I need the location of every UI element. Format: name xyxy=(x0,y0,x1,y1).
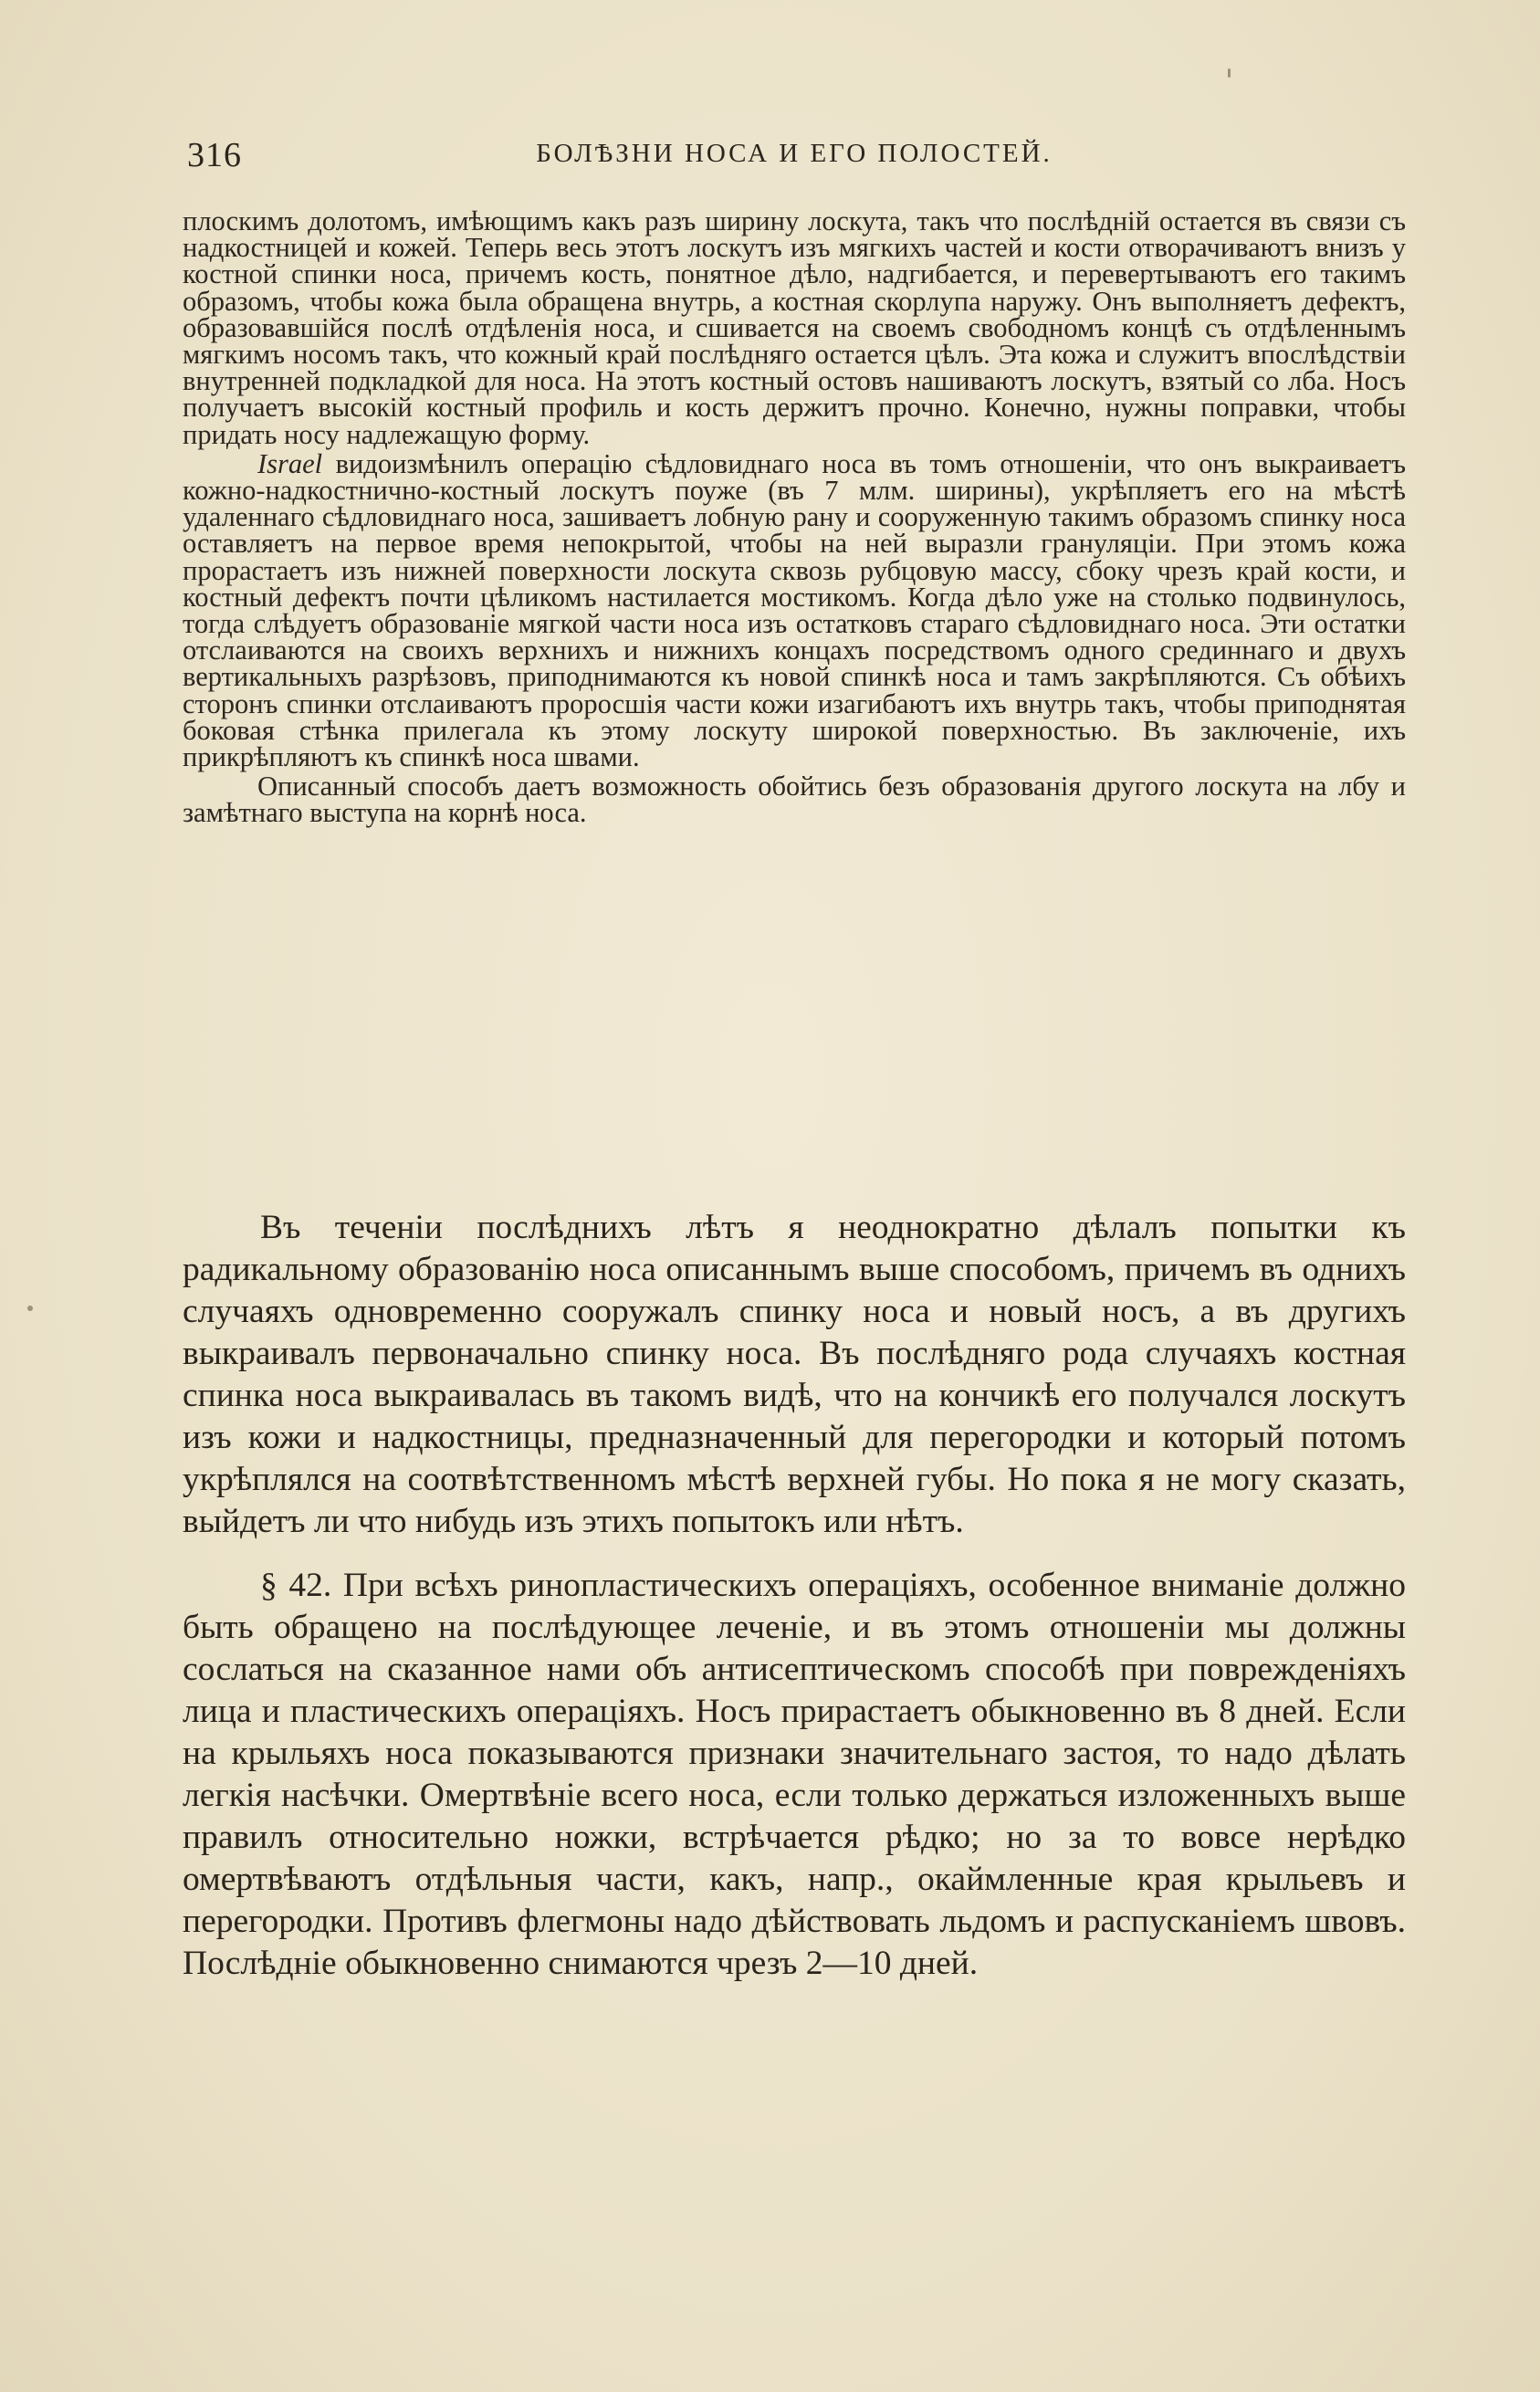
page-header xyxy=(187,135,1401,181)
main-paragraph-1: Въ теченіи послѣднихъ лѣтъ я неоднократно дѣлалъ попытки къ радикальному образованію носа описаннымъ выше способомъ, причемъ въ однихъ случаяхъ одновременно сооружалъ спинку носа и новый носъ, а въ другихъ выкраивалъ первоначально спинку носа. Въ послѣдняго рода случаяхъ костная спинка носа выкраивалась въ такомъ видѣ, что на кончикѣ его получался лоскутъ изъ кожи и надкостницы, предназначенный для перегородки и который потомъ укрѣплялся на соотвѣтственномъ мѣстѣ верхней губы. Но пока я не могу сказать, выйдетъ ли что нибудь изъ этихъ попытокъ или нѣтъ. xyxy=(183,1209,1406,1540)
small-paragraph-3: Описанный способъ даетъ возможность обойтись безъ образованія другого лоскута на лбу и замѣтнаго выступа на корнѣ носа. xyxy=(183,771,1406,829)
section-42-paragraph: § 42. При всѣхъ ринопластическихъ операціяхъ, особенное вниманіе должно быть обращено на послѣдующее леченіе, и въ этомъ отношеніи мы должны сослаться на сказанное нами объ антисептическомъ способѣ при поврежденіяхъ лица и пластическихъ операціяхъ. Носъ прирастаетъ обыкновенно въ 8 дней. Если на крыльяхъ носа показываются признаки значительнаго застоя, то надо дѣлать легкія насѣчки. Омертвѣніе всего носа, если только держаться изложенныхъ выше правилъ относительно ножки, встрѣчается рѣдко; но за то вовсе нерѣдко омертвѣваютъ отдѣльныя части, какъ, напр., окаймленные края крыльевъ и перегородки. Противъ флегмоны надо дѣйствовать льдомъ и распусканіемъ швовъ. Послѣдніе обыкновенно снимаются чрезъ 2—10 дней. xyxy=(183,1567,1406,1982)
main-text-section xyxy=(183,1207,1406,1985)
running-title: БОЛѢЗНИ НОСА И ЕГО ПОЛОСТЕЙ. xyxy=(536,139,1053,168)
small-paragraph-1: плоскимъ долотомъ, имѣющимъ какъ разъ ширину лоскута, такъ что послѣдній остается въ связи съ надкостницей и кожей. Теперь весь этотъ лоскутъ изъ мягкихъ частей и кости отворачиваютъ внизъ у костной спинки носа, причемъ кость, понятное дѣло, надгибается, и перевертываютъ его такимъ образомъ, чтобы кожа была обращена внутрь, а костная скорлупа наружу. Онъ выполняетъ дефектъ, образовавшійся послѣ отдѣленія носа, и сшивается на своемъ свободномъ концѣ съ отдѣленнымъ мягкимъ носомъ такъ, что кожный край послѣдняго остается цѣлъ. Эта кожа и служитъ впослѣдствіи внутренней подкладкой для носа. На этотъ костный остовъ нашиваютъ лоскутъ, взятый со лба. Носъ получаетъ высокій костный профиль и кость держитъ прочно. Конечно, нужны поправки, чтобы придать носу надлежащую форму. xyxy=(183,205,1406,450)
small-print-section xyxy=(183,205,1406,830)
small-paragraph-2-body: видоизмѣнилъ операцію сѣдловиднаго носа въ томъ отношеніи, что онъ выкраиваетъ кожно-надкостнично-костный лоскутъ поуже (въ 7 млм. ширины), укрѣпляетъ его на мѣстѣ удаленнаго сѣдловиднаго носа, зашиваетъ лобную рану и сооруженную такимъ образомъ спинку носа оставляетъ на первое время непокрытой, чтобы на ней выразли грануляціи. При этомъ кожа прорастаетъ изъ нижней поверхности лоскута сквозь рубцовую массу, сбоку чрезъ край кости, и костный дефектъ почти цѣликомъ настилается мостикомъ. Когда дѣло уже на столько подвинулось, тогда слѣдуетъ образованіе мягкой части носа изъ остатковъ стараго сѣдловиднаго носа. Эти остатки отслаиваются на своихъ верхнихъ и нижнихъ концахъ посредствомъ одного срединнаго и двухъ вертикальныхъ разрѣзовъ, приподнимаются къ новой спинкѣ носа и тамъ закрѣпляются. Съ обѣихъ сторонъ спинки отслаиваютъ проросшія части кожи изагибаютъ ихъ внутрь такъ, чтобы приподнятая боковая стѣнка прилегала къ этому лоскуту широкой поверхностью. Въ заключеніе, ихъ прикрѣпляютъ къ спинкѣ носа швами. xyxy=(183,447,1406,773)
author-name-israel: Israel xyxy=(257,447,323,479)
small-paragraph-2 xyxy=(183,447,1406,773)
paper-speck xyxy=(27,1306,33,1311)
paper-speck xyxy=(1228,68,1231,78)
page-number: 316 xyxy=(187,136,242,174)
